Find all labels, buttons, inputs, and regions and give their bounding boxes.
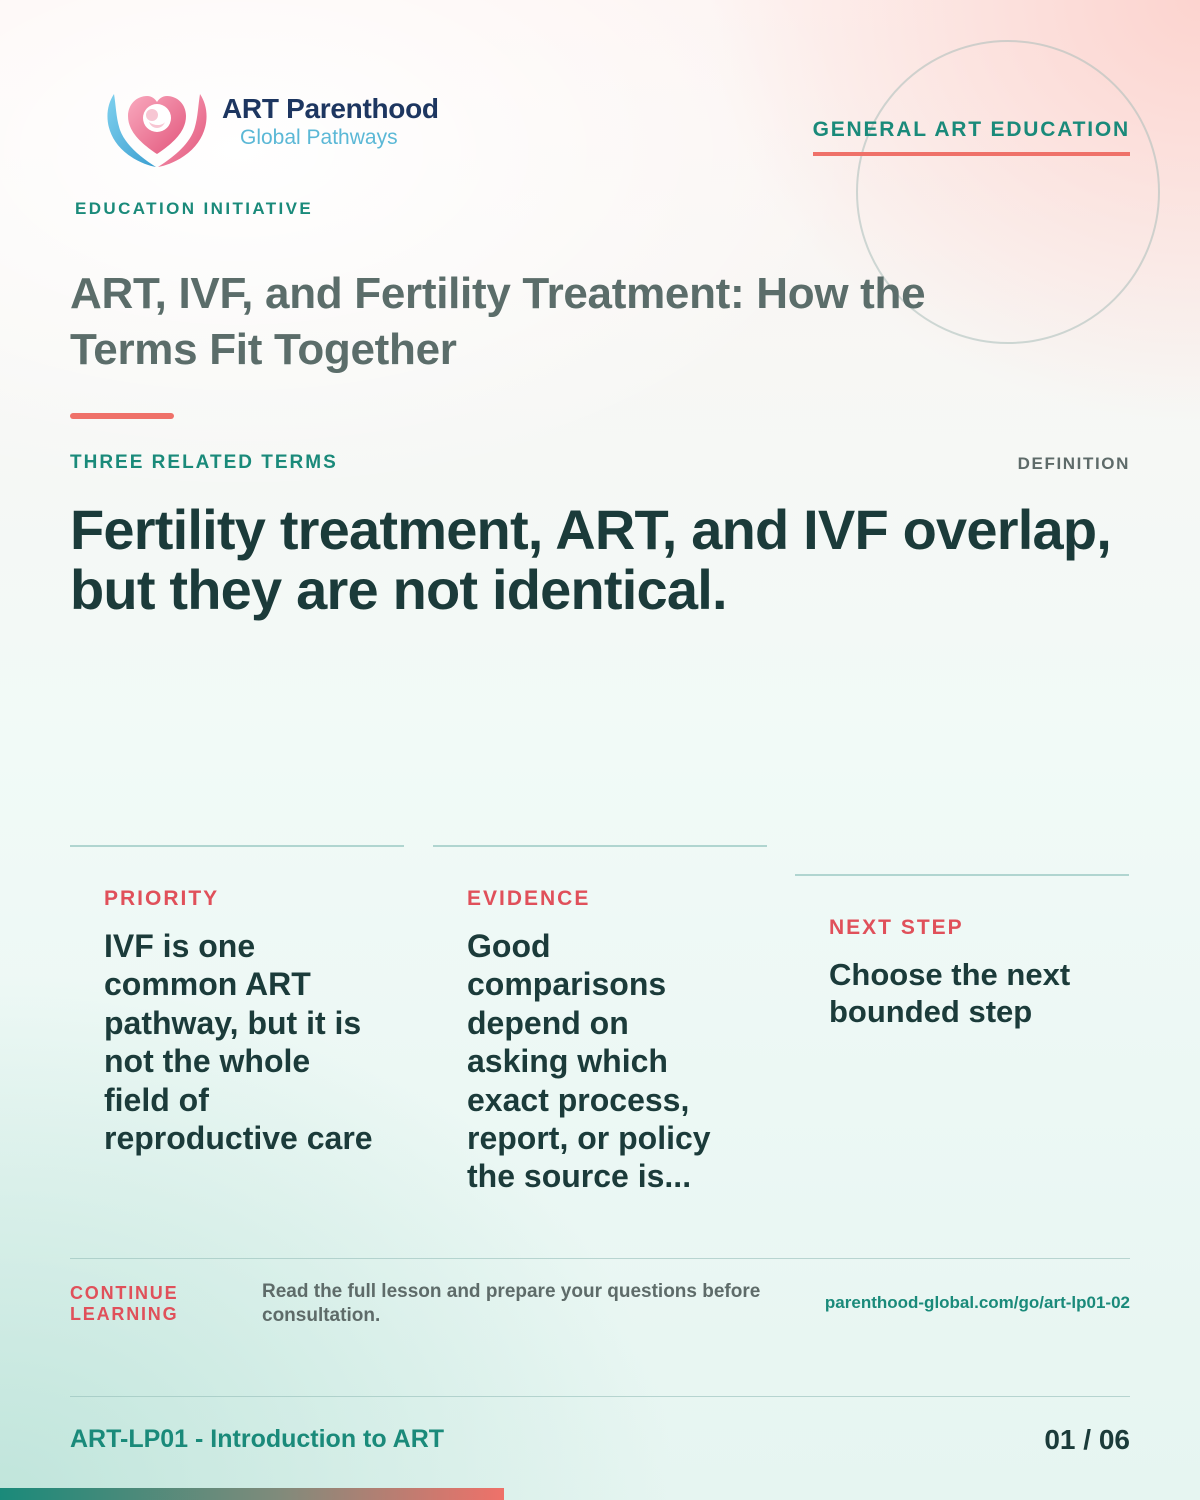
initiative-label: EDUCATION INITIATIVE [75,199,314,218]
brand-logo [100,74,439,170]
category-tag: GENERAL ART EDUCATION [813,118,1130,156]
card-body: Choose the next bounded step [829,957,1071,1030]
brand-name: ART Parenthood [222,93,439,124]
card-label: NEXT STEP [829,916,964,939]
divider [70,1258,1130,1259]
card-body: IVF is one common ART pathway, but it is not the whole field of reproductive care [104,928,373,1156]
page-title: ART, IVF, and Fertility Treatment: How the Terms Fit Together [70,269,926,374]
title-accent-rule [70,413,174,419]
divider [70,1396,1130,1397]
lesson-link[interactable]: parenthood-global.com/go/art-lp01-02 [824,1293,1130,1312]
brand-tagline: Global Pathways [240,125,398,149]
progress-bar-fill [0,1488,504,1500]
course-name: ART-LP01 - Introduction to ART [70,1425,445,1453]
headline: Fertility treatment, ART, and IVF overlap, but they are not identical. [70,498,1111,622]
card-label: EVIDENCE [467,887,591,910]
section-label: THREE RELATED TERMS [70,452,338,473]
progress-bar [0,1488,1200,1500]
card-next-step [795,874,1129,1204]
hands-heart-baby-icon [100,74,214,170]
card-body: Good comparisons depend on asking which exact process, report, or policy the source is... [467,928,711,1195]
section-tag: DEFINITION [1017,454,1130,473]
card-evidence [433,845,767,1205]
page-counter: 01 / 06 [1044,1424,1130,1455]
continue-label: CONTINUE LEARNING [70,1283,179,1324]
continue-text: Read the full lesson and prepare your questions before consultation. [262,1281,761,1326]
card-label: PRIORITY [104,887,220,910]
card-priority [70,845,404,1205]
